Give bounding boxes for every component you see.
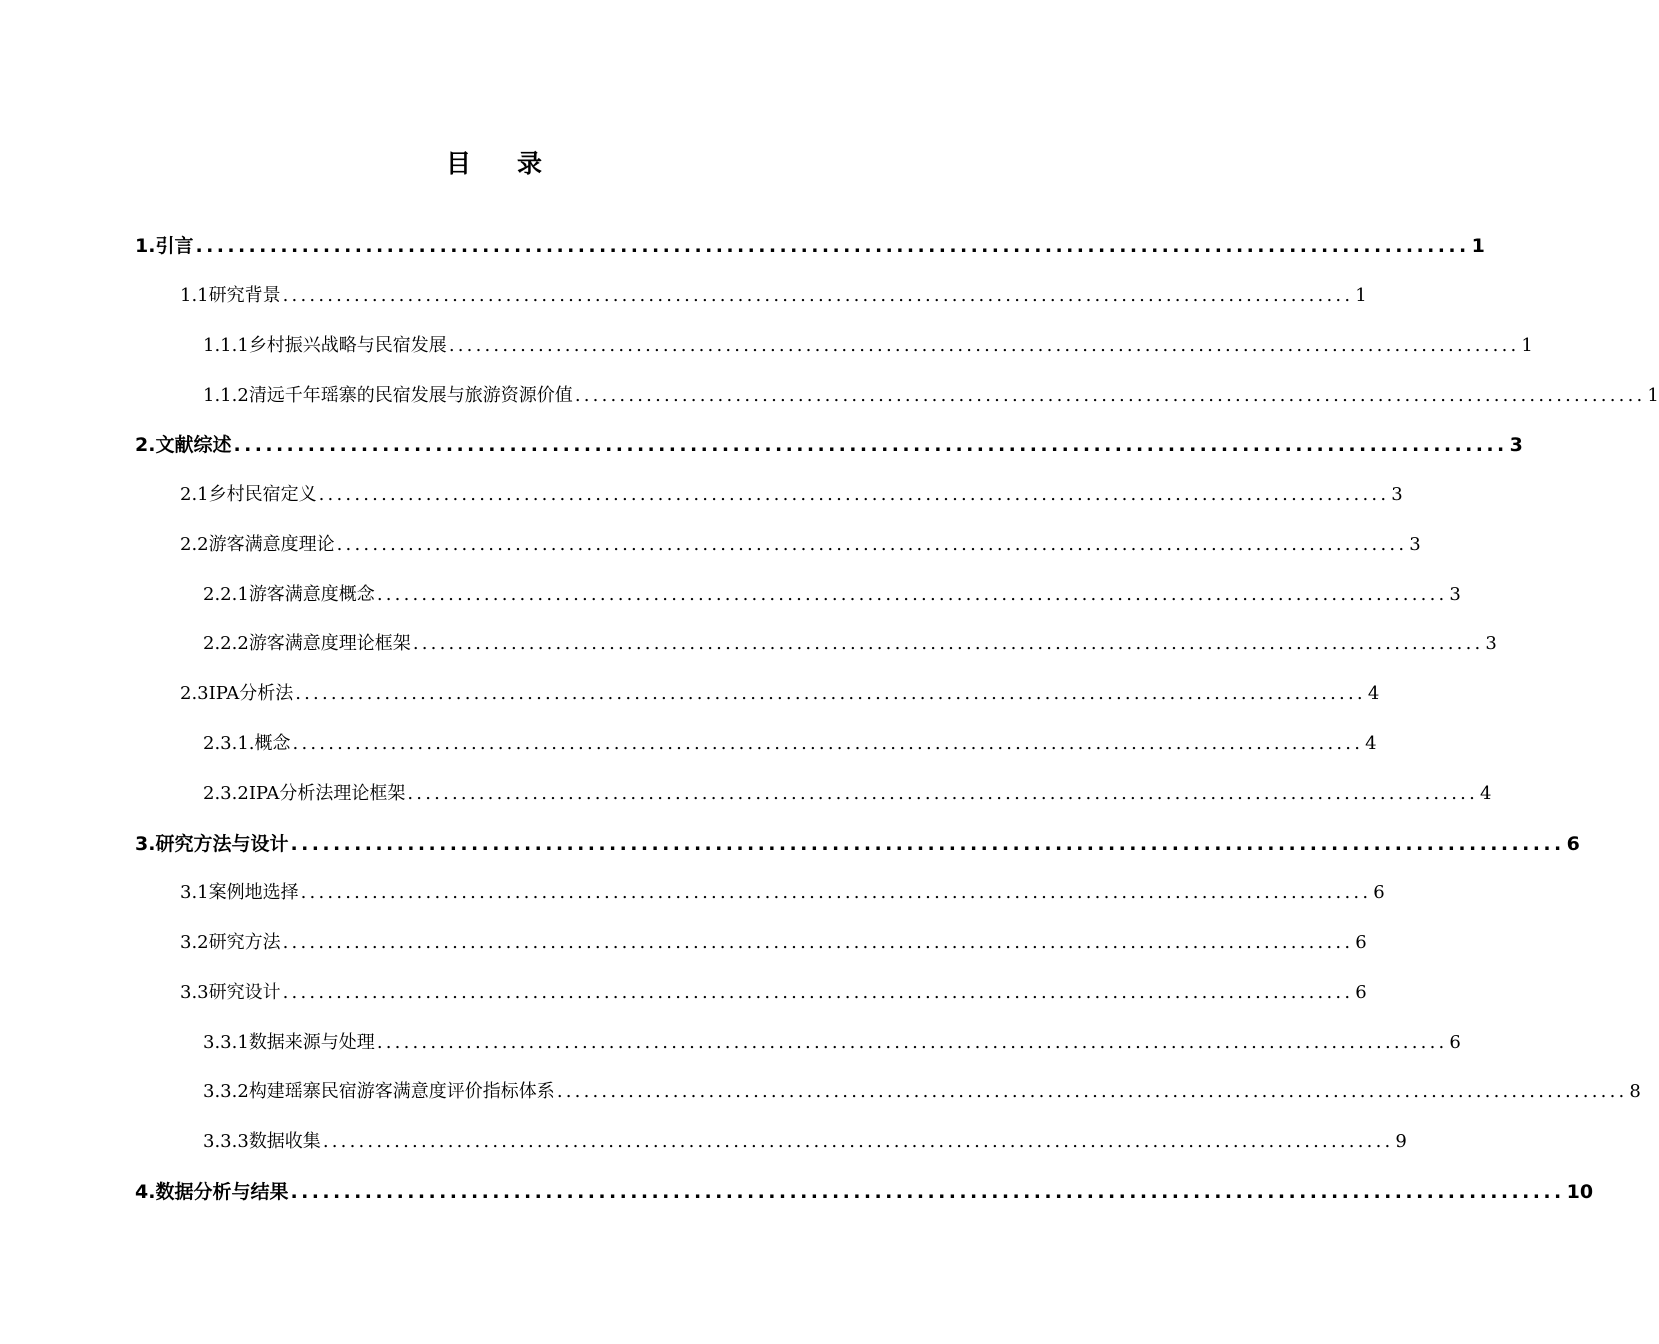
toc-entry-text: 引言: [155, 235, 194, 257]
toc-entry-text: 概念: [254, 733, 291, 754]
toc-entry-page: 6: [1373, 882, 1385, 903]
toc-entry-page: 6: [1449, 1032, 1461, 1053]
toc-entry-page: 3: [1449, 584, 1461, 605]
toc-entry-number: 3.1: [180, 882, 209, 903]
dot-leader: ........................................................................................................................: [282, 285, 1354, 306]
dot-leader: ........................................................................................................................: [282, 982, 1354, 1003]
dot-leader: ........................................................................................................................: [292, 733, 1364, 754]
toc-entry-text: 文献综述: [155, 434, 232, 456]
toc-entry-text: 数据来源与处理: [248, 1032, 375, 1053]
toc-entry-number: 3.3: [180, 982, 209, 1003]
toc-entry[interactable]: [180, 978, 1367, 1008]
toc-entry-number: 2.2.2: [203, 633, 249, 654]
toc-entry-page: 6: [1566, 833, 1580, 855]
toc-entry-number: 2.: [135, 434, 156, 456]
toc-entry-page: 3: [1509, 434, 1523, 456]
dot-leader: ........................................................................................................................: [407, 783, 1478, 804]
toc-entry-text: 游客满意度理论框架: [248, 633, 411, 654]
dot-leader: ........................................................................................................................: [195, 235, 1470, 257]
toc-entry-page: 8: [1629, 1081, 1641, 1102]
toc-entry-page: 4: [1367, 683, 1380, 704]
toc-entry-page: 6: [1355, 982, 1367, 1003]
toc-entry-text: 构建瑶寨民宿游客满意度评价指标体系: [248, 1081, 555, 1102]
toc-entry-text: 数据收集: [248, 1131, 321, 1152]
dot-leader: ........................................................................................................................: [233, 434, 1508, 456]
toc-entry[interactable]: [180, 878, 1385, 908]
dot-leader: ........................................................................................................................: [376, 584, 1448, 605]
toc-entry-text: 清远千年瑶寨的民宿发展与旅游资源价值: [248, 385, 573, 406]
toc-entry-number: 1.1.2: [203, 385, 249, 406]
toc-entry-number: 2.3.1.: [203, 733, 255, 754]
toc-entry-text: 乡村振兴战略与民宿发展: [248, 335, 447, 356]
toc-entry-page: 6: [1355, 932, 1367, 953]
toc-entry-page: 4: [1365, 733, 1377, 754]
toc-title-char-2: 录: [517, 149, 545, 178]
dot-leader: ........................................................................................................................: [412, 633, 1484, 654]
toc-entry-text: 研究设计: [208, 982, 281, 1003]
toc-entry[interactable]: [203, 381, 1659, 411]
toc-entry-number: 3.3.2: [203, 1081, 249, 1102]
toc-entry-page: 1: [1471, 235, 1485, 257]
toc-entry[interactable]: [135, 829, 1580, 859]
toc-entry-text: 案例地选择: [208, 882, 299, 903]
toc-entry-number: 3.: [135, 833, 156, 855]
toc-entry-number: 2.2: [180, 534, 209, 555]
dot-leader: ........................................................................................................................: [574, 385, 1646, 406]
toc-entry-page: 3: [1391, 484, 1403, 505]
toc-entry[interactable]: [180, 928, 1367, 958]
toc-entry-page: 1: [1647, 385, 1659, 406]
toc-entry[interactable]: [203, 331, 1533, 361]
dot-leader: ........................................................................................................................: [282, 932, 1354, 953]
toc-entry-number: 3.2: [180, 932, 209, 953]
toc-entry-number: 2.3.2: [203, 783, 249, 804]
toc-entry-number: 1.1: [180, 285, 209, 306]
toc-entry[interactable]: [180, 679, 1380, 709]
toc-entry-number: 1.: [135, 235, 156, 257]
toc-entry-text: 游客满意度概念: [248, 584, 375, 605]
toc-entry[interactable]: [203, 1127, 1407, 1157]
toc-entry-number: 2.1: [180, 484, 209, 505]
toc-entry[interactable]: [203, 729, 1377, 759]
toc-entry[interactable]: [203, 580, 1461, 610]
toc-entry-text: IPA分析法: [208, 683, 294, 704]
toc-entry[interactable]: [180, 480, 1403, 510]
toc-title: [0, 144, 990, 180]
toc-entry[interactable]: [135, 430, 1523, 460]
toc-entry-number: 2.3: [180, 683, 209, 704]
toc-entry-page: 3: [1485, 633, 1497, 654]
toc-entry[interactable]: [203, 629, 1497, 659]
toc-entry-page: 1: [1521, 335, 1533, 356]
dot-leader: ........................................................................................................................: [376, 1032, 1448, 1053]
dot-leader: ........................................................................................................................: [336, 534, 1408, 555]
toc-entry-text: 研究方法与设计: [155, 833, 289, 855]
toc-entry-text: 研究方法: [208, 932, 281, 953]
dot-leader: ........................................................................................................................: [322, 1131, 1394, 1152]
dot-leader: ........................................................................................................................: [556, 1081, 1628, 1102]
toc-entry[interactable]: [203, 1077, 1641, 1107]
toc-entry[interactable]: [203, 779, 1492, 809]
toc-entry-text: 乡村民宿定义: [208, 484, 317, 505]
toc-entry-number: 3.3.3: [203, 1131, 249, 1152]
dot-leader: ........................................................................................................................: [300, 882, 1372, 903]
toc-entry-number: 2.2.1: [203, 584, 249, 605]
toc-entry-number: 4.: [135, 1181, 156, 1203]
toc-title-char-1: 目: [445, 149, 473, 178]
toc-entry-page: 1: [1355, 285, 1367, 306]
toc-entry[interactable]: [203, 1028, 1461, 1058]
toc-entry[interactable]: [135, 231, 1485, 261]
toc-entry-page: 4: [1480, 783, 1492, 804]
toc-entry-number: 3.3.1: [203, 1032, 249, 1053]
dot-leader: ........................................................................................................................: [318, 484, 1390, 505]
toc-entry-page: 3: [1409, 534, 1421, 555]
toc-entry-text: 数据分析与结果: [155, 1181, 289, 1203]
toc-entry[interactable]: [180, 530, 1421, 560]
dot-leader: ........................................................................................................................: [295, 683, 1366, 704]
toc-entry-text: IPA分析法理论框架: [248, 783, 406, 804]
toc-entry-page: 10: [1566, 1181, 1594, 1203]
toc-entry-text: 游客满意度理论: [208, 534, 335, 555]
toc-entry[interactable]: [135, 1177, 1594, 1207]
dot-leader: ........................................................................................................................: [448, 335, 1520, 356]
toc-entry-number: 1.1.1: [203, 335, 249, 356]
dot-leader: ........................................................................................................................: [290, 1181, 1565, 1203]
toc-entry-page: 9: [1395, 1131, 1407, 1152]
toc-entry-text: 研究背景: [208, 285, 281, 306]
dot-leader: ........................................................................................................................: [290, 833, 1565, 855]
toc-entry[interactable]: [180, 281, 1367, 311]
